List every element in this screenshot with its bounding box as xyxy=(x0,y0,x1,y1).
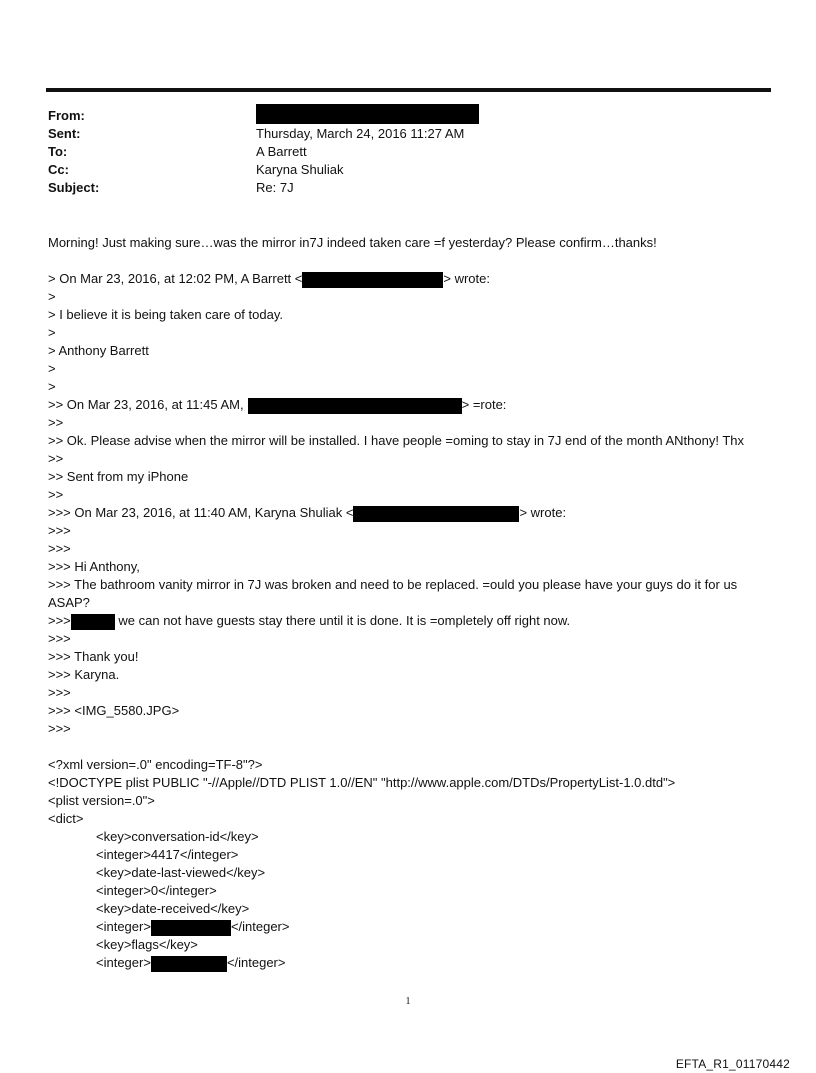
quote2-header xyxy=(48,396,768,414)
quote-line: >>> xyxy=(48,541,71,556)
quote2-sent-from: >> Sent from my iPhone xyxy=(48,469,189,484)
to-label: To: xyxy=(48,144,68,159)
quote1-header-post: > wrote: xyxy=(443,271,490,286)
xml-int-open: <integer> xyxy=(96,955,151,970)
quote-line: >> xyxy=(48,415,64,430)
xml-doctype: <!DOCTYPE plist PUBLIC "-//Apple//DTD PLIST 1.0//EN" "http://www.apple.com/DTDs/PropertyList-1.0.dtd"> xyxy=(48,775,676,790)
quote1-signature: > Anthony Barrett xyxy=(48,343,149,358)
quote-line: > xyxy=(48,361,56,376)
subject-value: Re: 7J xyxy=(256,180,294,195)
quote3-attachment: >>> <IMG_5580.JPG> xyxy=(48,703,180,718)
quote3-greeting: >>> Hi Anthony, xyxy=(48,559,140,574)
quote1-header-pre: > On Mar 23, 2016, at 12:02 PM, A Barrett < xyxy=(48,271,303,286)
quote3-header-post: > wrote: xyxy=(519,505,567,520)
quote-line: >> xyxy=(48,451,64,466)
quote-line: >> xyxy=(48,487,64,502)
quote-line: > xyxy=(48,379,56,394)
header-rule xyxy=(46,88,771,92)
quote2-header-pre: >> On Mar 23, 2016, at 11:45 AM, xyxy=(48,397,244,412)
quote3-header-pre: >>> On Mar 23, 2016, at 11:40 AM, Karyna Shuliak < xyxy=(48,505,354,520)
xml-int-open: <integer> xyxy=(96,919,151,934)
xml-line: <integer>0</integer> xyxy=(96,883,217,898)
page-number: 1 xyxy=(405,996,411,1007)
sent-label: Sent: xyxy=(48,126,81,141)
opening-line: Morning! Just making sure…was the mirror in7J indeed taken care =f yesterday? Please confirm…thanks! xyxy=(48,235,657,250)
xml-line: <key>date-received</key> xyxy=(96,901,250,916)
quote-line: >>> xyxy=(48,721,71,736)
quote3-header xyxy=(48,504,768,522)
quote2-header-post: > =rote: xyxy=(461,397,507,412)
to-value: A Barrett xyxy=(256,144,307,159)
from-label: From: xyxy=(48,108,85,123)
redaction xyxy=(151,956,227,972)
quote3-line2 xyxy=(48,612,768,630)
sent-row xyxy=(48,125,768,143)
xml-line: <key>flags</key> xyxy=(96,937,198,952)
xml-redacted-line xyxy=(48,918,768,936)
quote2-text: >> Ok. Please advise when the mirror will be installed. I have people =oming to stay in 7J end of the month ANthony! Thx xyxy=(48,433,745,448)
cc-label: Cc: xyxy=(48,162,69,177)
cc-row xyxy=(48,161,768,179)
xml-line: <key>conversation-id</key> xyxy=(96,829,259,844)
to-row xyxy=(48,143,768,161)
subject-row xyxy=(48,179,768,197)
xml-int-close: </integer> xyxy=(230,919,290,934)
bates-number: EFTA_R1_01170442 xyxy=(675,1057,790,1071)
quote-line: >>> xyxy=(48,523,71,538)
xml-line: <key>date-last-viewed</key> xyxy=(96,865,266,880)
redaction xyxy=(353,506,519,522)
quote1-header xyxy=(48,270,768,288)
quote3-name: >>> Karyna. xyxy=(48,667,120,682)
quote-line: > xyxy=(48,289,56,304)
from-row xyxy=(48,107,768,125)
quote3-line2-pre: >>> xyxy=(48,613,71,628)
xml-line: <integer>4417</integer> xyxy=(96,847,239,862)
quote-line: >>> xyxy=(48,631,71,646)
quote3-thanks: >>> Thank you! xyxy=(48,649,139,664)
xml-int-close: </integer> xyxy=(226,955,286,970)
quote3-line2-post: we can not have guests stay there until it is done. It is =ompletely off right now. xyxy=(114,613,571,628)
sent-value: Thursday, March 24, 2016 11:27 AM xyxy=(256,126,465,141)
xml-declaration: <?xml version=.0" encoding=TF-8"?> xyxy=(48,757,263,772)
from-redaction xyxy=(256,104,479,124)
xml-redacted-line xyxy=(48,954,768,972)
redaction xyxy=(151,920,231,936)
cc-value: Karyna Shuliak xyxy=(256,162,344,177)
email-body xyxy=(48,234,768,972)
redaction xyxy=(71,614,115,630)
subject-label: Subject: xyxy=(48,180,100,195)
quote3-text: >>> The bathroom vanity mirror in 7J was broken and need to be replaced. =ould you please have your guys do it for us ASAP? xyxy=(48,577,738,610)
quote1-text: > I believe it is being taken care of today. xyxy=(48,307,283,322)
email-header xyxy=(48,107,768,197)
quote-line: > xyxy=(48,325,56,340)
xml-plist: <plist version=.0"> xyxy=(48,793,155,808)
xml-dict: <dict> xyxy=(48,811,84,826)
redaction xyxy=(248,398,462,414)
quote-line: >>> xyxy=(48,685,71,700)
redaction xyxy=(302,272,443,288)
